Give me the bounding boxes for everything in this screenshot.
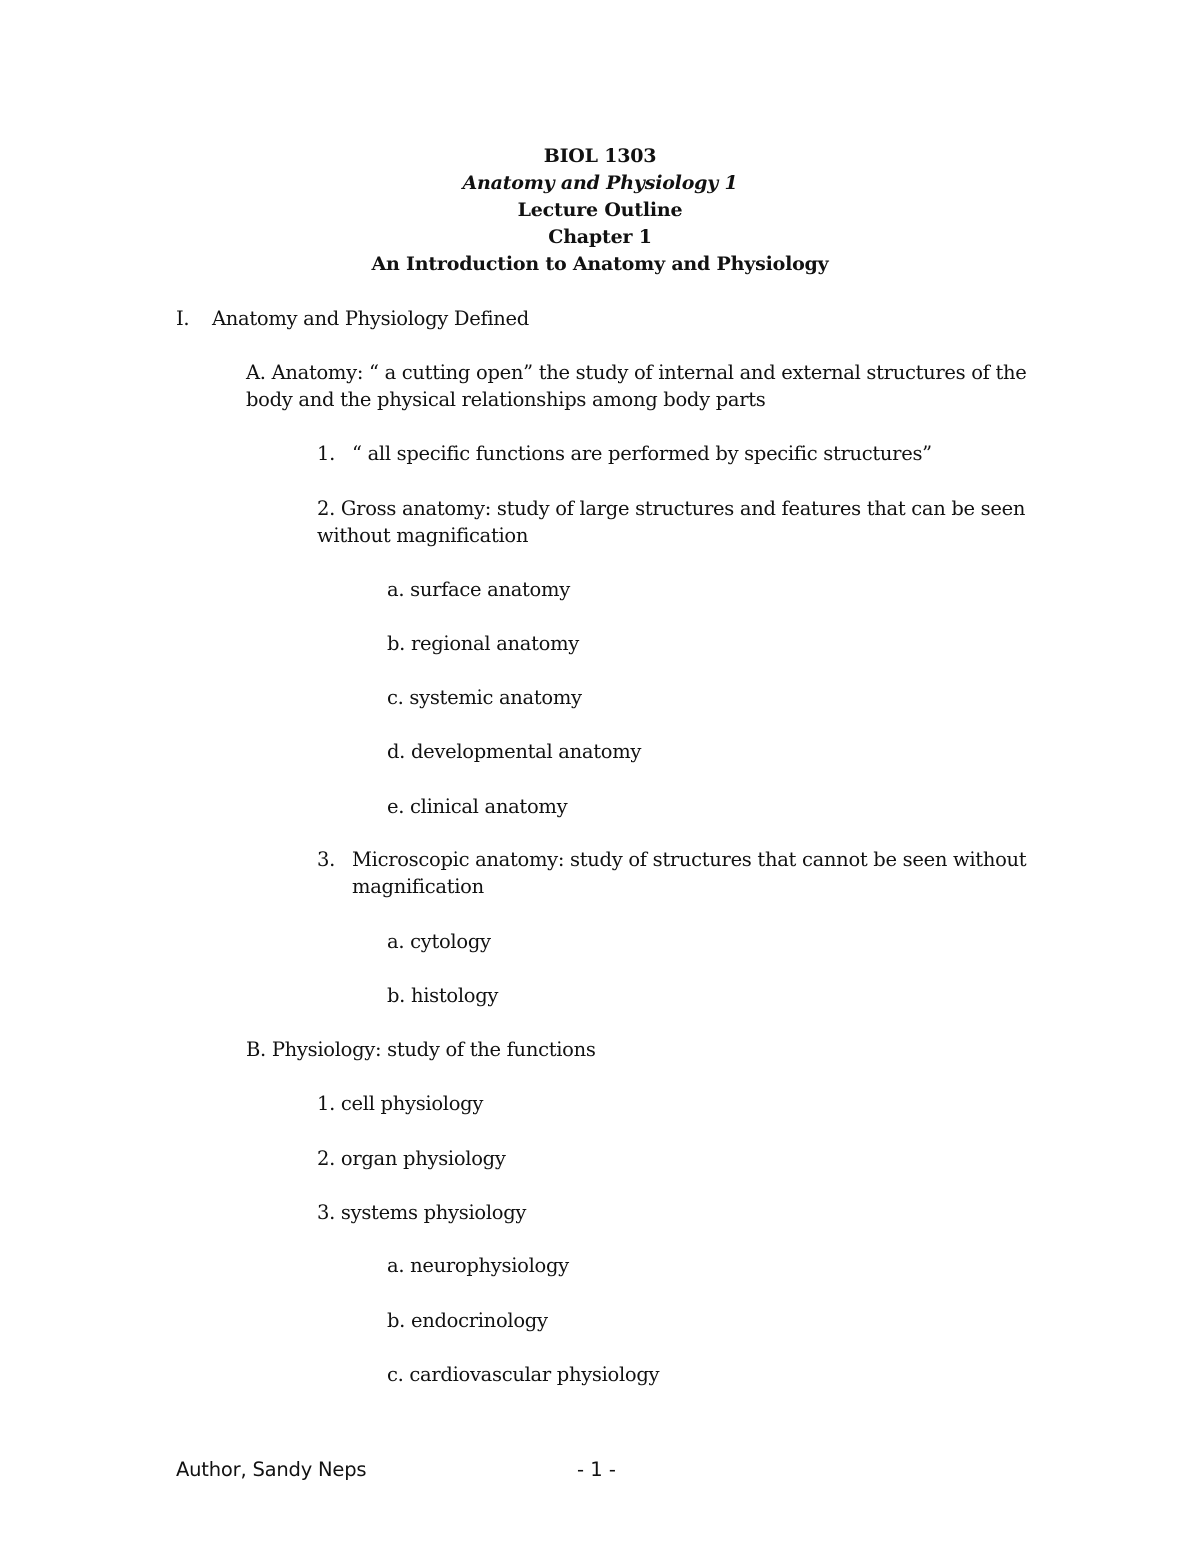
item-marker: 3. (317, 848, 336, 871)
list-item: 1. cell physiology (317, 1092, 484, 1115)
outline-item-a2-line2: without magnification (317, 524, 529, 547)
document-type: Lecture Outline (517, 199, 683, 221)
list-item: b. endocrinology (387, 1309, 548, 1332)
outline-item-a-line2: body and the physical relationships among body parts (246, 388, 766, 411)
list-item: d. developmental anatomy (387, 740, 642, 763)
section-title: Anatomy and Physiology Defined (212, 307, 529, 330)
list-item: 3. systems physiology (317, 1201, 527, 1224)
list-item: a. surface anatomy (387, 578, 570, 601)
outline-item-a3-line1 (317, 846, 1026, 873)
footer-author: Author, Sandy Neps (176, 1458, 367, 1481)
outline-item-a-line1: A. Anatomy: “ a cutting open” the study of internal and external structures of the (246, 361, 1027, 384)
section-marker: I. (176, 307, 190, 330)
course-title: Anatomy and Physiology 1 (462, 172, 738, 194)
list-item: b. regional anatomy (387, 632, 580, 655)
chapter-number: Chapter 1 (548, 226, 652, 248)
list-item: b. histology (387, 984, 499, 1007)
list-item: e. clinical anatomy (387, 795, 568, 818)
item-text: “ all specific functions are performed by specific structures” (352, 442, 932, 465)
item-text: Microscopic anatomy: study of structures that cannot be seen without (352, 848, 1027, 871)
outline-item-a3-line2: magnification (352, 875, 484, 898)
outline-item-a2-line1: 2. Gross anatomy: study of large structures and features that can be seen (317, 497, 1026, 520)
section-heading (176, 305, 529, 332)
list-item: c. cardiovascular physiology (387, 1363, 660, 1386)
outline-item-a1 (317, 440, 932, 467)
course-code: BIOL 1303 (543, 145, 657, 167)
page-number: - 1 - (577, 1458, 616, 1481)
chapter-title: An Introduction to Anatomy and Physiology (371, 253, 829, 275)
list-item: a. cytology (387, 930, 491, 953)
document-header (0, 143, 1200, 278)
outline-item-b: B. Physiology: study of the functions (246, 1038, 596, 1061)
list-item: c. systemic anatomy (387, 686, 582, 709)
item-marker: 1. (317, 442, 336, 465)
list-item: a. neurophysiology (387, 1254, 569, 1277)
list-item: 2. organ physiology (317, 1147, 506, 1170)
